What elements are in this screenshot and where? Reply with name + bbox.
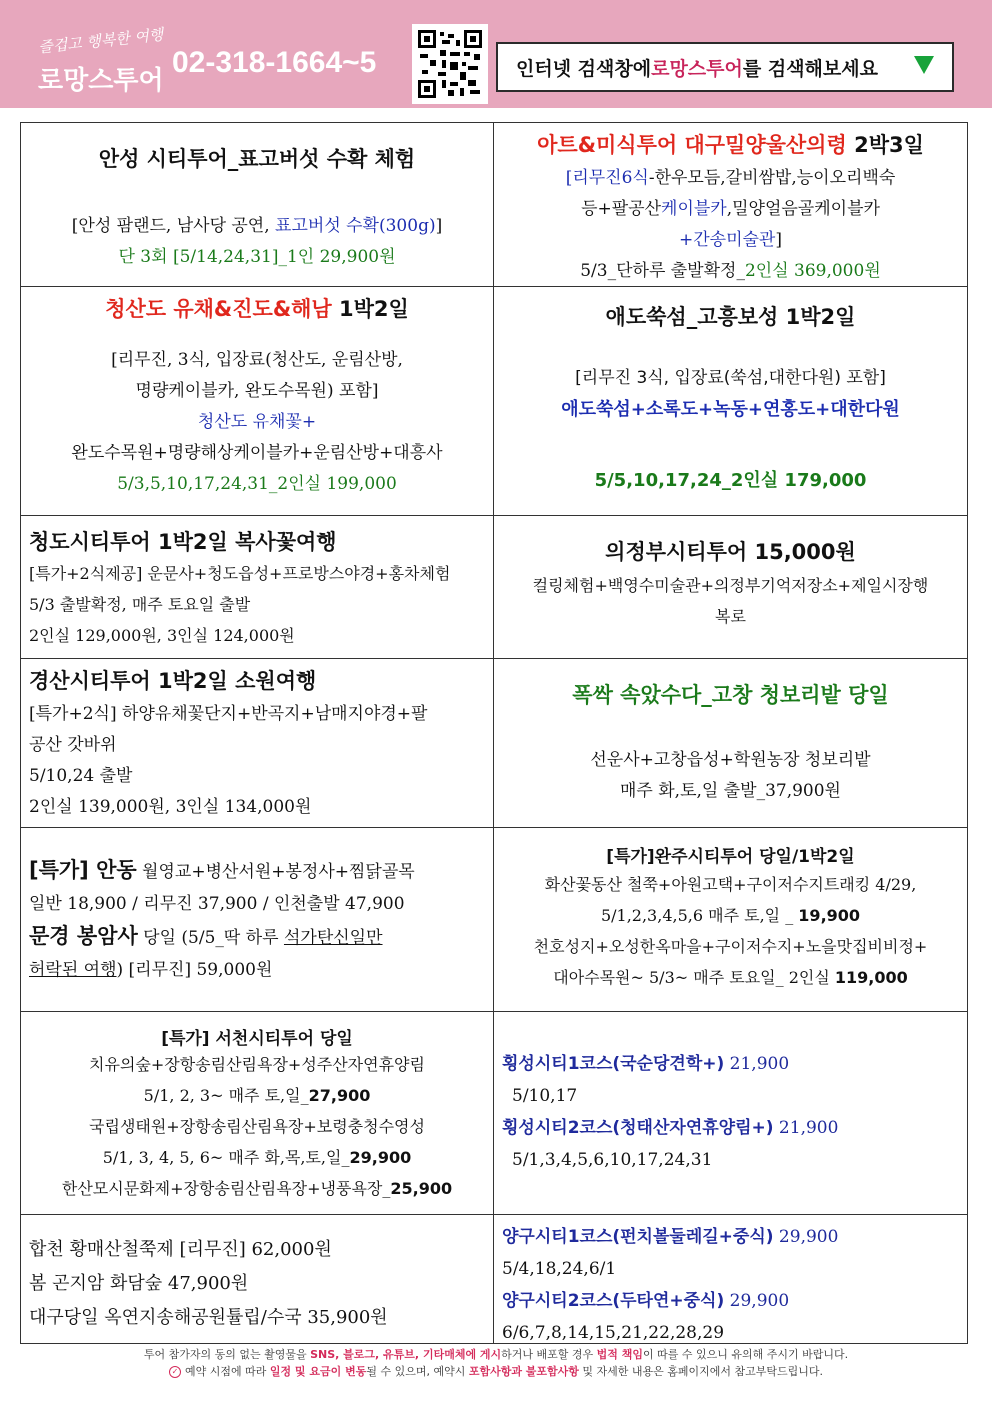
- course-2: 양구시티2코스(두타연+중식) 29,900: [502, 1291, 790, 1311]
- tour-title: 경산시티투어 1박2일 소원여행: [29, 669, 317, 693]
- tour-seocheon[interactable]: [21, 1012, 494, 1214]
- tour-title: 폭싹 속았수다_고창 청보리밭 당일: [572, 683, 889, 707]
- table-row: [21, 123, 967, 286]
- table-row: [21, 515, 967, 658]
- tour-price: 5/3,5,10,17,24,31_2인실 199,000: [117, 474, 397, 494]
- tour-price: 5/1, 2, 3~ 매주 토,일_27,900: [143, 1086, 371, 1105]
- tour-details: 천호성지+오성한옥마을+구이저수지+노을맛집비비정+: [533, 937, 928, 956]
- check-circle-icon: ✓: [169, 1366, 181, 1378]
- course-1: 양구시티1코스(펀치볼둘레길+중식) 29,900: [502, 1227, 839, 1247]
- tour-details: [특가+2식제공] 운문사+청도읍성+프로방스야경+홍차체험: [29, 564, 451, 583]
- tour-details: 5/3 출발확정, 매주 토요일 출발: [29, 595, 251, 614]
- tour-details: 컬링체험+백영수미술관+의정부기억저장소+제일시장행: [532, 576, 929, 595]
- tour-uijeongbu[interactable]: [494, 516, 967, 658]
- tour-gyeongsan[interactable]: [21, 659, 494, 827]
- tour-details: 선운사+고창읍성+학원농장 청보리밭: [590, 750, 871, 770]
- tour-price: 일반 18,900 / 리무진 37,900 / 인천출발 47,900: [29, 894, 405, 914]
- tour-price: 5/1,2,3,4,5,6 매주 토,일 _ 19,900: [600, 906, 861, 925]
- tour-details: 애도쑥섬+소록도+녹동+연홍도+대한다원: [561, 399, 900, 420]
- tour-details: [특가] 안동 월영교+병산서원+봉정사+찜닭골목: [29, 858, 415, 882]
- tour-details: +간송미술관]: [678, 230, 782, 250]
- tour-cheongsan[interactable]: [21, 287, 494, 515]
- search-keyword: 로망스투어: [651, 57, 743, 80]
- tour-price: 2인실 129,000원, 3인실 124,000원: [29, 626, 295, 645]
- header-banner: [0, 0, 992, 108]
- tour-details: 대구당일 옥연지송해공원튤립/수국 35,900원: [29, 1307, 388, 1328]
- tour-price: 5/1, 3, 4, 5, 6~ 매주 화,목,토,일_29,900: [102, 1148, 412, 1167]
- search-text: 인터넷 검색창에: [516, 57, 652, 80]
- tour-title: 청도시티투어 1박2일 복사꽃여행: [29, 530, 337, 554]
- tour-price: 2인실 139,000원, 3인실 134,000원: [29, 797, 312, 817]
- tour-title: [특가] 서천시티투어 당일: [161, 1029, 353, 1049]
- logo-tagline: 즐겁고 행복한 여행: [37, 25, 165, 57]
- tour-gochang[interactable]: [494, 659, 967, 827]
- tour-details: 문경 봉암사 당일 (5/5_딱 하루 석가탄신일만: [29, 924, 383, 948]
- table-row: [21, 658, 967, 827]
- tour-wanju[interactable]: [494, 828, 967, 1011]
- tour-details: 봄 곤지암 화담숲 47,900원: [29, 1273, 249, 1294]
- tour-andong[interactable]: [21, 828, 494, 1011]
- tour-details: [특가+2식] 하양유채꽃단지+반곡지+남매지야경+팔: [29, 704, 428, 724]
- tour-price: 단 3회 [5/14,24,31]_1인 29,900원: [118, 247, 396, 267]
- tour-anseong[interactable]: [21, 123, 494, 286]
- course-1: 횡성시티1코스(국순당견학+) 21,900: [502, 1054, 790, 1074]
- course-1-dates: 5/4,18,24,6/1: [502, 1259, 617, 1279]
- phone-number[interactable]: 02-318-1664~5: [172, 46, 377, 79]
- tour-cheongdo[interactable]: [21, 516, 494, 658]
- tour-details: 명량케이블카, 완도수목원) 포함]: [135, 381, 379, 401]
- tour-details: 국립생태원+장항송림산림욕장+보령충청수영성: [89, 1117, 425, 1136]
- tour-price: 대아수목원~ 5/3~ 매주 토요일_ 2인실 119,000: [553, 968, 908, 987]
- table-row: [21, 1011, 967, 1214]
- tour-title: 의정부시티투어 15,000원: [605, 540, 856, 564]
- tour-price: 매주 화,토,일 출발_37,900원: [620, 781, 841, 801]
- tour-price: 한산모시문화제+장항송림산림욕장+냉풍욕장_25,900: [61, 1179, 453, 1198]
- course-2-dates: 5/1,3,4,5,6,10,17,24,31: [512, 1150, 713, 1170]
- tour-title: [특가]완주시티투어 당일/1박2일: [606, 847, 855, 867]
- tour-details: 등+팔공산케이블카,밀양얼음골케이블카: [581, 199, 880, 219]
- tour-details: [리무진6식-한우모듬,갈비쌈밥,능이오리백숙: [565, 168, 896, 188]
- logo: 로망스투어: [38, 66, 164, 96]
- table-row: [21, 1214, 967, 1343]
- course-1-dates: 5/10,17: [512, 1086, 578, 1106]
- tour-title: 청산도 유채&진도&해남 1박2일: [105, 297, 409, 321]
- tour-details: 합천 황매산철쭉제 [리무진] 62,000원: [29, 1239, 332, 1260]
- tour-aedo[interactable]: [494, 287, 967, 515]
- table-row: [21, 286, 967, 515]
- tour-details: [안성 팜랜드, 남사당 공연, 표고버섯 수확(300g)]: [71, 216, 443, 236]
- tour-title: 애도쑥섬_고흥보성 1박2일: [605, 305, 856, 329]
- notice-line-1: 투어 참가자의 동의 없는 촬영물을 SNS, 블로그, 유튜브, 기타매체에 게시하거나 배포할 경우 법적 책임이 따를 수 있으니 유의해 주시기 바랍니다.: [143, 1348, 849, 1361]
- tour-details: 공산 갓바위: [29, 735, 117, 755]
- qr-code-icon[interactable]: [412, 24, 488, 104]
- tour-title: 안성 시티투어_표고버섯 수확 체험: [98, 147, 416, 171]
- tour-details: [리무진, 3식, 입장료(청산도, 운림산방,: [111, 350, 403, 370]
- tour-details: 화산꽃동산 철쭉+아원고택+구이저수지트래킹 4/29,: [544, 875, 917, 894]
- course-2-dates: 6/6,7,8,14,15,21,22,28,29: [502, 1323, 725, 1343]
- search-text-tail: 를 검색해보세요: [742, 57, 878, 80]
- tour-details: 복로: [715, 607, 746, 626]
- tour-hoengseong[interactable]: [494, 1012, 967, 1214]
- tour-details: 청산도 유채꽃+: [197, 412, 317, 432]
- tour-table: [20, 122, 968, 1344]
- tour-details: 치유의숲+장항송림산림욕장+성주산자연휴양림: [89, 1055, 425, 1074]
- table-row: [21, 827, 967, 1011]
- tour-yanggu[interactable]: [494, 1215, 967, 1343]
- notice-line-2: ✓ 예약 시점에 따라 일정 및 요금이 변동될 수 있으며, 예약시 포함사항과 불포함사항 및 자세한 내용은 홈페이지에서 참고부탁드립니다.: [0, 1363, 992, 1380]
- tour-details: [리무진 3식, 입장료(쑥섬,대한다원) 포함]: [575, 368, 886, 388]
- tour-price: 5/3_단하루 출발확정_2인실 369,000원: [580, 261, 881, 281]
- footer-notice: [0, 1346, 992, 1380]
- tour-hapcheon[interactable]: [21, 1215, 494, 1343]
- tour-price: 허락된 여행) [리무진] 59,000원: [29, 960, 273, 980]
- tour-details: 5/10,24 출발: [29, 766, 133, 786]
- tour-title: 아트&미식투어 대구밀양울산의령 2박3일: [537, 133, 924, 157]
- search-banner[interactable]: [496, 42, 954, 92]
- tour-details: 완도수목원+명량해상케이블카+운림산방+대흥사: [71, 443, 443, 463]
- tour-art[interactable]: [494, 123, 967, 286]
- chevron-down-icon[interactable]: [914, 56, 934, 74]
- course-2: 횡성시티2코스(청태산자연휴양림+) 21,900: [502, 1118, 839, 1138]
- tour-price: 5/5,10,17,24_2인실 179,000: [594, 470, 867, 491]
